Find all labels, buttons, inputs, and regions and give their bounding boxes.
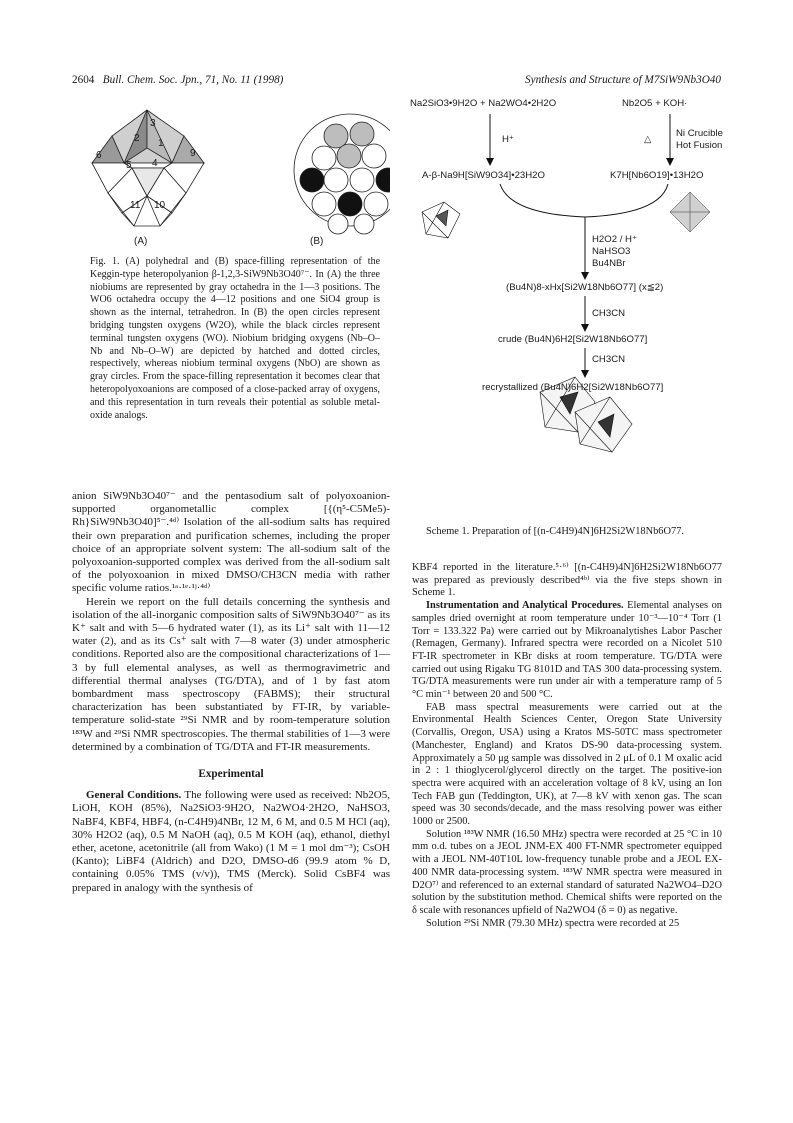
polyhedron-number: 10 — [154, 200, 166, 211]
scheme-product-left: A-β-Na9H[SiW9O34]•23H2O — [422, 170, 545, 181]
paragraph: Herein we report on the full details concerning the synthesis and isolation of the all-inorganic composition salts of SiW9Nb3O40⁷⁻ as its K⁺ salt and with 5—6 hydrated water (1), as its Li⁺ salt with 11—12 water (2), and as its Cs⁺ salt with 7—8 water (3) under atmospheric conditions. Reported also are the compositional characterizations of 1—3 by full elemental analyses, as well as thermogravimetric and differential thermal analyses (TG/DTA), and of 1 by fast atom bombardment mass spectroscopy (FABMS); their structural characterization has been substantiated by FT-IR, by variable-temperature solid-state ²⁹Si NMR and by room-temperature solution ¹⁸³W and ²⁹Si NMR spectroscopies. The thermal stabilities of 1—3 were determined by a combination of TG/DTA and FT-IR measurements. — [72, 595, 390, 753]
polyhedron-number: 3 — [150, 118, 156, 129]
polyhedron-number: 5 — [126, 160, 132, 171]
right-column — [412, 562, 722, 930]
paragraph-text: The following were used as received: Nb2O5, LiOH, KOH (85%), Na2SiO3·9H2O, Na2WO4·2H2O, NaHSO3, NaBF4, KBF4, HBF4, (n-C4H9)4NBr, 12 M, 6 M, and 0.5 M HCl (aq), 30% H2O2 (aq), 0.5 M NaOH (aq), 0.5 M KOH (aq), ethanol, diethyl ether, acetone, acetonitrile (all from Wako) (1 M = 1 mol dm⁻³); CsOH (Kanto); LiBF4 (Aldrich) and D2O, DMSO-d6 (99.9 atom % D, containing 0.05% TMS (v/v)), TMS (Merck). Solid CsBF4 was prepared in analogy with the synthesis of — [72, 789, 390, 894]
section-heading: Experimental — [198, 768, 264, 781]
scheme-arrows — [400, 92, 740, 522]
run-in-heading: Instrumentation and Analytical Procedures. — [426, 600, 624, 612]
space-filling-representation — [294, 114, 390, 234]
polyhedron-number: 2 — [134, 133, 140, 144]
paragraph: Solution ²⁹Si NMR (79.30 MHz) spectra were recorded at 25 — [426, 917, 680, 929]
left-column — [72, 490, 390, 895]
polyhedron-number: 11 — [130, 200, 141, 211]
scheme-intermediate-1: (Bu4N)8-xHx[Si2W18Nb6O77] (x≦2) — [506, 282, 664, 293]
scheme-condition-fusion: Hot Fusion — [676, 140, 723, 151]
scheme-condition-ch3cn-2: CH3CN — [592, 354, 626, 365]
figure-1-caption-text: (A) polyhedral and (B) space-filling representation of the Keggin-type heteropolyanion β-1,2,3-SiW9Nb3O40⁷⁻. In (A) the three niobiums are represented by gray octahedra in the 1—3 positions. The WO6 octahedra occupy the 4—12 positions and one SiO4 group is shown as the internal, tetrahedron. In (B) the open circles represent bridging tungsten oxygens (W2O), while the black circles represent terminal tungsten oxygens (WO). Niobium bridging oxygens (Nb–O–Nb and Nb–O–W) are depicted by hatched and dotted circles, respectively, whereas niobium terminal oxygens (NbO) are shown as gray circles. From the space-filling representation it becomes clear that heteropolyoxoanions are composed of a close-packed array of oxygens, and this representation in turn reveals their potential as soluble metal-oxide analogs. — [90, 256, 381, 421]
hexaniobate-graphic — [670, 192, 710, 232]
scheme-reagent-right: Nb2O5 + KOH· — [622, 98, 688, 109]
paragraph-text: Elemental analyses on samples dried overnight at room temperature under 10⁻³—10⁻⁴ Torr (1 Torr = 133.322 Pa) were carried out by Mikroanalytishes Labor Pascher (Remagen, Germany). Infrared spectra were recorded on a Nicolet 510 FT-IR spectrometer in KBr disks at room temperature. TG/DTA were carried out using Rigaku TG 8101D and TAS 300 data-processing system. TG/DTA measurements were run under air with a temperature ramp of 5 °C min⁻¹ between 20 and 500 °C. — [412, 600, 722, 701]
scheme-intermediate-2: crude (Bu4N)6H2[Si2W18Nb6O77] — [498, 334, 648, 345]
run-in-heading: General Conditions. — [86, 789, 182, 802]
figure-1 — [72, 108, 390, 483]
page-number: 2604 — [72, 74, 95, 86]
polyhedral-representation — [92, 110, 204, 226]
polyhedron-number: 9 — [190, 148, 196, 159]
scheme-condition-ch3cn-1: CH3CN — [592, 308, 626, 319]
running-header-left — [72, 74, 283, 86]
scheme-condition-peroxide: H2O2 / H⁺ — [592, 234, 638, 245]
scheme-1 — [400, 92, 740, 542]
scheme-condition-acid: H⁺ — [502, 134, 514, 145]
paragraph — [72, 789, 390, 895]
figure-1-caption-label: Fig. 1. — [90, 256, 120, 267]
keggin-dimer-left-graphic — [422, 202, 460, 238]
figure-label-b: (B) — [310, 236, 324, 247]
scheme-condition-bu4nbr: Bu4NBr — [592, 258, 626, 269]
paragraph: anion SiW9Nb3O40⁷⁻ and the pentasodium salt of polyoxoanion-supported organometallic complex [{(η⁵-C5Me5)-Rh}SiW9Nb3O40]⁵⁻.⁴ᵈ⁾ Isolation of the all-sodium salts has required their own preparation and purification schemes, including the proper choice of an appropriate solvent system: The all-sodium salt of the polyoxoanion-supported complex was derived from the all-sodium salt of the polyoxoanion in mixed DMSO/CH3CN media with rather specific volume ratios.¹ᵃ·¹ᵉ·¹ʲ·⁴ᵈ⁾ — [72, 490, 390, 595]
figure-1-caption — [90, 256, 380, 422]
figure-1-graphics — [72, 108, 390, 253]
scheme-reagent-left: Na2SiO3•9H2O + Na2WO4•2H2O — [410, 98, 557, 109]
paragraph — [412, 600, 722, 702]
polyhedron-number: 1 — [158, 138, 164, 149]
scheme-condition-heat: △ — [644, 134, 652, 145]
scheme-condition-bisulfite: NaHSO3 — [592, 246, 631, 257]
scheme-final-product: recrystallized (Bu4N)6H2[Si2W18Nb6O77] — [482, 382, 664, 393]
journal-citation: Bull. Chem. Soc. Jpn., 71, No. 11 (1998) — [102, 74, 284, 86]
scheme-product-right: K7H[Nb6O19]•13H2O — [610, 170, 704, 181]
paragraph: KBF4 reported in the literature.⁵·⁶⁾ [(n-C4H9)4N]6H2Si2W18Nb6O77 was prepared as previously described⁴ᵇ⁾ via the five steps shown in Scheme 1. — [412, 562, 722, 599]
running-title: Synthesis and Structure of M7SiW9Nb3O40 — [525, 74, 721, 86]
paragraph: Solution ¹⁸³W NMR (16.50 MHz) spectra were recorded at 25 °C in 10 mm o.d. tubes on a JEOL JNM-EX 400 FT-NMR spectrometer equipped with a JEOL NM-40T10L low-frequency tunable probe and a JEOL EX-400 NMR data-processing system. ¹⁸³W NMR spectra were measured in D2O⁷⁾ and referenced to an external standard of saturated Na2WO4–D2O solution by the substitution method. Chemical shifts were reported on the δ scale with resonances upfield of Na2WO4 (δ = 0) as negative. — [412, 828, 722, 916]
polyhedron-number: 4 — [152, 158, 158, 169]
scheme-1-caption: Scheme 1. Preparation of [(n-C4H9)4N]6H2Si2W18Nb6O77. — [426, 526, 684, 537]
figure-label-a: (A) — [134, 236, 148, 247]
paragraph: FAB mass spectral measurements were carried out at the Environmental Health Sciences Center, Oregon State University (Corvallis, Oregon, USA) using a Kratos MS-50TC mass spectrometer (Manchester, England) and Kratos DS-90 data-processing system. Approximately a 50 μg sample was dissolved in 2 μL of 0.1 M oxalic acid in 2 : 1 thioglycerol/glycerol directly on the target. The positive-ion spectra were acquired with an acceleration voltage of 8 kV, using an Ion Tech FAB gun (Teddington, UK), at 7—8 kV with xenon gas. The scan speed was 30 seconds/decade, and the mass resolving power was either 1000 or 2500. — [412, 701, 722, 828]
polyhedron-number: 6 — [96, 150, 102, 161]
scheme-condition-crucible: Ni Crucible — [676, 128, 723, 139]
